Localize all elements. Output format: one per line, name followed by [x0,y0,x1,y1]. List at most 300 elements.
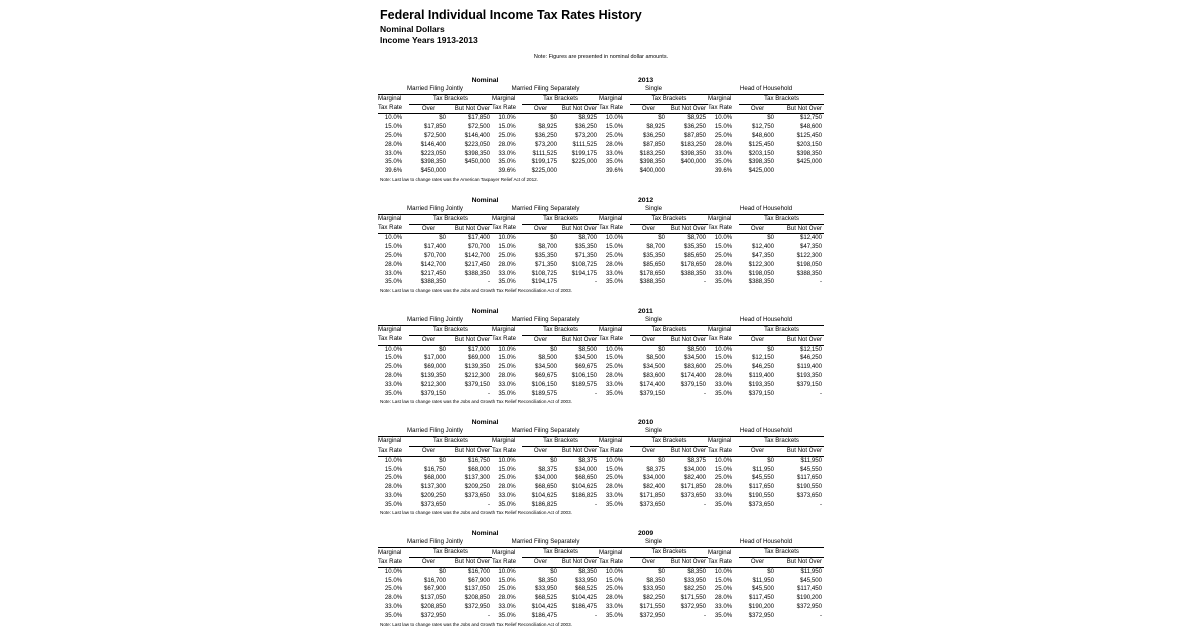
but-not-over-header: But Not Over [448,446,492,456]
but-not-over-cell: $139,350 [464,363,490,371]
but-not-over-cell: $178,650 [680,260,707,268]
but-not-over-cell: $209,250 [464,483,490,491]
over-cell: $82,250 [642,594,666,602]
but-not-over-cell: - [487,389,490,397]
rate-cell: 28.0% [605,260,624,268]
but-not-over-cell: $125,450 [796,131,823,139]
but-not-over-cell: - [703,278,707,286]
marginal-label: Marginal [378,548,402,556]
over-cell: $0 [550,456,558,464]
but-not-over-cell: $122,300 [796,251,823,259]
but-not-over-cell: $35,350 [574,243,598,251]
column-header-row [378,446,824,456]
rate-cell: 25.0% [498,474,516,482]
but-not-over-cell: $87,850 [683,131,707,139]
table-row [378,234,824,243]
but-not-over-cell: - [487,278,490,286]
over-cell: $0 [767,567,775,575]
over-header: Over [522,558,559,568]
marginal-label: Marginal [492,437,516,445]
table-row [378,363,824,372]
filing-status-head-of-household: Head of Household [708,316,824,325]
over-cell: $47,350 [751,251,775,259]
table-row [378,261,824,270]
over-header: Over [739,224,776,234]
over-cell: $139,350 [420,371,446,379]
rate-cell: 25.0% [498,131,516,139]
over-cell: $198,050 [748,269,775,277]
rate-cell: 15.0% [605,465,624,473]
tax-table-2012 [378,196,824,287]
table-row [378,354,824,363]
over-cell: $68,000 [423,474,446,482]
year-section-2013 [378,76,824,183]
rate-cell: 10.0% [714,114,733,122]
but-not-over-cell: $388,350 [464,269,490,277]
over-header: Over [522,224,559,234]
but-not-over-cell: $85,650 [683,251,707,259]
but-not-over-header: But Not Over [559,224,599,234]
year-label: 2012 [638,196,654,204]
but-not-over-cell: $225,000 [571,158,598,166]
but-not-over-header: But Not Over [448,224,492,234]
filing-status-married-separately: Married Filing Separately [492,427,599,436]
rate-cell: 10.0% [384,345,403,353]
tax-rate-header: Tax Rate [492,558,522,568]
tax-rate-header: Tax Rate [708,558,739,568]
but-not-over-cell: - [819,611,823,619]
but-not-over-cell: $82,400 [683,474,707,482]
marginal-label: Marginal [708,215,732,223]
marginal-label: Marginal [492,215,516,223]
over-cell: $0 [439,567,446,575]
tax-brackets-label: Tax Brackets [409,94,492,104]
tax-table-2010 [378,418,824,509]
marginal-label: Marginal [599,95,623,103]
table-row [378,150,824,159]
but-not-over-cell: $373,650 [464,491,490,499]
bracket-label-row [378,548,824,558]
filing-status-row [378,85,824,94]
year-footnote: Note: Last law to change rates was the American Taxpayer Relief Act of 2012. [380,176,538,182]
rate-cell: 35.0% [605,389,624,397]
rate-cell: 15.0% [605,243,624,251]
tax-brackets-label: Tax Brackets [739,94,824,104]
but-not-over-cell: $16,750 [467,456,490,464]
tax-brackets-label: Tax Brackets [630,94,708,104]
rate-cell: 35.0% [714,158,733,166]
rate-cell: 33.0% [714,269,733,277]
year-label: 2011 [638,308,653,316]
but-not-over-cell: $8,375 [578,456,598,464]
over-header: Over [630,558,667,568]
rate-cell: 25.0% [714,131,733,139]
rate-cell: 15.0% [714,465,733,473]
rate-cell: 15.0% [605,576,624,584]
table-row [378,594,824,603]
over-cell: $46,250 [751,363,775,371]
but-not-over-cell: $82,250 [683,585,707,593]
income-years-range: Income Years 1913-2013 [380,35,478,45]
but-not-over-cell: $190,550 [796,483,823,491]
filing-status-married-separately: Married Filing Separately [492,85,599,94]
filing-status-married-separately: Married Filing Separately [492,316,599,325]
over-cell: $425,000 [748,167,775,175]
but-not-over-cell: $208,850 [464,594,490,602]
but-not-over-cell: $372,950 [464,603,490,611]
but-not-over-cell [776,167,824,176]
but-not-over-cell: $8,500 [578,345,598,353]
rate-cell: 35.0% [714,611,733,619]
rate-cell: 28.0% [605,140,624,148]
rate-cell: 28.0% [384,260,403,268]
but-not-over-cell: $8,500 [687,345,707,353]
rate-cell: 35.0% [384,389,403,397]
but-not-over-cell: $379,150 [680,380,707,388]
rate-cell: 25.0% [498,251,516,259]
rate-cell: 15.0% [384,243,403,251]
rate-cell: 33.0% [498,491,516,499]
marginal-label: Marginal [599,437,623,445]
but-not-over-cell: $70,700 [467,243,490,251]
but-not-over-cell: $193,350 [796,371,823,379]
rate-cell: 33.0% [498,603,516,611]
over-cell: $34,500 [642,363,666,371]
over-cell: $171,850 [639,491,666,499]
document [378,8,824,628]
marginal-label: Marginal [378,326,402,334]
table-row [378,132,824,141]
table-header-row [378,418,824,427]
rate-cell: 35.0% [384,278,403,286]
over-cell: $111,525 [532,149,558,157]
filing-status-single: Single [599,538,708,547]
filing-status-single: Single [599,85,708,94]
tax-brackets-label: Tax Brackets [739,214,824,224]
but-not-over-cell: $183,250 [680,140,707,148]
over-cell: $388,350 [420,278,446,286]
tax-rate-header: Tax Rate [599,558,630,568]
but-not-over-cell: $11,950 [800,456,823,464]
rate-cell: 25.0% [714,363,733,371]
over-cell: $379,150 [420,389,446,397]
but-not-over-cell: $71,350 [574,251,598,259]
but-not-over-cell: - [594,389,598,397]
rate-cell: 25.0% [605,474,624,482]
rate-cell: 35.0% [605,158,624,166]
but-not-over-cell: $17,000 [467,345,490,353]
over-cell: $142,700 [420,260,446,268]
tax-rate-header: Tax Rate [599,446,630,456]
tax-rate-header: Tax Rate [378,104,409,114]
column-header-row [378,224,824,234]
over-cell: $372,950 [748,611,775,619]
rate-cell: 10.0% [714,456,733,464]
but-not-over-cell: $373,650 [680,491,707,499]
over-cell: $171,550 [639,603,666,611]
rate-cell: 28.0% [714,260,733,268]
over-header: Over [409,335,448,345]
rate-cell: 10.0% [605,567,624,575]
over-cell: $0 [550,567,558,575]
over-header: Over [739,558,776,568]
over-cell: $8,375 [538,465,558,473]
but-not-over-cell: $34,000 [574,465,598,473]
but-not-over-cell: $217,450 [464,260,490,268]
rate-cell: 33.0% [384,269,403,277]
tax-brackets-label: Tax Brackets [739,437,824,447]
table-header-row [378,307,824,316]
rate-cell: 10.0% [714,567,733,575]
rate-cell: 33.0% [384,149,403,157]
table-row [378,492,824,501]
over-cell: $12,150 [751,354,775,362]
over-cell: $0 [658,234,666,242]
over-cell: $400,000 [639,167,666,175]
tax-rate-header: Tax Rate [492,104,522,114]
table-row [378,466,824,475]
filing-status-married-jointly: Married Filing Jointly [378,538,492,547]
year-footnote: Note: Last law to change rates was the Jobs and Growth Tax Relief Reconciliation Act of 2003. [380,288,572,294]
over-cell: $36,250 [642,131,666,139]
over-header: Over [409,104,448,114]
table-row [378,381,824,390]
rate-cell: 28.0% [714,594,733,602]
but-not-over-cell [448,167,492,176]
rate-cell: 10.0% [714,345,733,353]
but-not-over-cell: $398,350 [680,149,707,157]
but-not-over-cell: $372,950 [680,603,707,611]
over-header: Over [522,335,559,345]
but-not-over-cell: $8,700 [687,234,707,242]
over-cell: $45,550 [751,474,775,482]
over-cell: $209,250 [420,491,446,499]
but-not-over-cell: $388,350 [680,269,707,277]
tax-brackets-label: Tax Brackets [522,325,599,335]
over-cell: $0 [767,114,775,122]
tax-rate-header: Tax Rate [708,104,739,114]
over-cell: $69,000 [423,363,446,371]
over-cell: $178,650 [639,269,666,277]
over-cell: $34,000 [642,474,666,482]
tax-brackets-label: Tax Brackets [409,548,492,558]
over-cell: $117,450 [749,594,775,602]
but-not-over-cell: $425,000 [796,158,823,166]
over-cell: $108,725 [531,269,558,277]
year-section-2011 [378,307,824,405]
but-not-over-cell: - [819,278,823,286]
over-cell: $104,625 [531,491,558,499]
filing-status-row [378,205,824,214]
rate-cell: 35.0% [384,611,403,619]
over-cell: $372,950 [420,611,446,619]
table-row [378,123,824,132]
over-cell: $373,650 [748,500,775,508]
but-not-over-cell: $190,200 [796,594,823,602]
rate-cell: 10.0% [498,567,516,575]
rate-cell: 15.0% [384,576,403,584]
over-cell: $119,400 [749,371,775,379]
rate-cell: 25.0% [714,251,733,259]
over-cell: $0 [658,567,666,575]
table-row [378,603,824,612]
rate-cell: 33.0% [605,380,624,388]
but-not-over-cell: $203,150 [796,140,823,148]
filing-status-head-of-household: Head of Household [708,85,824,94]
column-header-row [378,104,824,114]
over-cell: $16,750 [423,465,446,473]
rate-cell: 15.0% [714,123,733,131]
but-not-over-cell: $186,825 [571,491,598,499]
but-not-over-cell [559,167,599,176]
filing-status-married-jointly: Married Filing Jointly [378,205,492,214]
tax-table-2011 [378,307,824,398]
marginal-label: Marginal [708,437,732,445]
over-cell: $0 [439,456,446,464]
but-not-over-cell: - [487,611,490,619]
but-not-over-header: But Not Over [776,104,824,114]
marginal-label: Marginal [378,95,402,103]
but-not-over-header: But Not Over [776,224,824,234]
over-cell: $8,350 [646,576,666,584]
rate-cell: 33.0% [498,149,516,157]
over-cell: $68,650 [534,483,558,491]
but-not-over-cell: $68,650 [574,474,598,482]
over-cell: $125,450 [748,140,775,148]
but-not-over-header: But Not Over [667,558,708,568]
rate-cell: 28.0% [384,371,403,379]
tax-rate-header: Tax Rate [708,446,739,456]
rate-cell: 28.0% [714,371,733,379]
but-not-over-cell: $33,950 [683,576,707,584]
column-header-row [378,558,824,568]
over-cell: $12,400 [751,243,775,251]
over-cell: $82,400 [642,483,666,491]
rate-cell: 15.0% [605,123,624,131]
but-not-over-cell: $12,750 [799,114,823,122]
rate-cell: 25.0% [384,585,403,593]
rate-cell: 15.0% [714,243,733,251]
but-not-over-cell: $379,150 [464,380,490,388]
table-row [378,141,824,150]
rate-cell: 39.6% [384,167,403,175]
rate-cell: 15.0% [498,354,516,362]
table-row [378,158,824,167]
over-cell: $189,575 [531,389,558,397]
top-note: Note: Figures are presented in nominal dollar amounts. [533,54,669,60]
over-cell: $0 [767,456,775,464]
but-not-over-cell: $108,725 [571,260,598,268]
over-cell: $388,350 [639,278,666,286]
rate-cell: 25.0% [498,585,516,593]
rate-cell: 35.0% [714,500,733,508]
rate-cell: 39.6% [605,167,624,175]
over-cell: $388,350 [748,278,775,286]
rate-cell: 35.0% [714,389,733,397]
filing-status-row [378,316,824,325]
tax-brackets-label: Tax Brackets [739,325,824,335]
but-not-over-cell: $12,150 [799,345,823,353]
over-cell: $71,350 [534,260,558,268]
but-not-over-header: But Not Over [448,558,492,568]
over-cell: $17,850 [423,123,446,131]
rate-cell: 25.0% [714,474,733,482]
but-not-over-cell: $171,550 [680,594,707,602]
over-cell: $17,000 [423,354,446,362]
but-not-over-cell: $34,500 [683,354,707,362]
over-cell: $0 [767,234,775,242]
rate-cell: 35.0% [605,500,624,508]
but-not-over-cell: $117,650 [797,474,823,482]
rate-cell: 10.0% [605,114,624,122]
over-cell: $8,700 [646,243,666,251]
but-not-over-cell: $34,500 [574,354,598,362]
but-not-over-cell: $450,000 [464,158,490,166]
but-not-over-cell: $146,400 [464,131,490,139]
rate-cell: 10.0% [384,567,403,575]
marginal-label: Marginal [378,215,402,223]
nominal-label: Nominal [471,530,499,538]
but-not-over-header: But Not Over [667,104,708,114]
table-row [378,585,824,594]
over-cell: $0 [550,345,558,353]
tax-rate-header: Tax Rate [599,104,630,114]
rate-cell: 25.0% [714,585,733,593]
over-cell: $68,525 [534,594,558,602]
year-section-2009 [378,529,824,627]
but-not-over-cell: $137,050 [464,585,490,593]
tax-rate-header: Tax Rate [599,335,630,345]
but-not-over-cell: $69,000 [467,354,490,362]
but-not-over-cell: $379,150 [796,380,823,388]
over-header: Over [739,104,776,114]
rate-cell: 10.0% [714,234,733,242]
over-header: Over [522,446,559,456]
but-not-over-cell: $73,200 [574,131,598,139]
but-not-over-cell: $186,475 [571,603,598,611]
tax-brackets-label: Tax Brackets [522,548,599,558]
over-cell: $373,650 [420,500,446,508]
over-cell: $398,350 [748,158,775,166]
rate-cell: 15.0% [714,354,733,362]
rate-cell: 35.0% [498,500,516,508]
rate-cell: 10.0% [498,345,516,353]
rate-cell: 35.0% [605,611,624,619]
year-label: 2010 [638,419,654,427]
filing-status-row [378,538,824,547]
but-not-over-cell: $171,850 [680,483,707,491]
but-not-over-header: But Not Over [448,335,492,345]
rate-cell: 33.0% [714,603,733,611]
bracket-label-row [378,214,824,224]
over-cell: $87,850 [642,140,666,148]
but-not-over-cell [667,167,708,176]
rate-cell: 28.0% [498,371,516,379]
but-not-over-header: But Not Over [559,446,599,456]
rate-cell: 28.0% [714,483,733,491]
rate-cell: 33.0% [714,149,733,157]
over-cell: $217,450 [420,269,446,277]
rate-cell: 33.0% [384,380,403,388]
over-cell: $8,500 [646,354,666,362]
over-cell: $8,375 [646,465,666,473]
table-row [378,345,824,354]
but-not-over-cell: $17,850 [467,114,490,122]
over-cell: $186,825 [531,500,558,508]
rate-cell: 28.0% [605,483,624,491]
over-header: Over [739,335,776,345]
but-not-over-cell: $33,950 [574,576,598,584]
